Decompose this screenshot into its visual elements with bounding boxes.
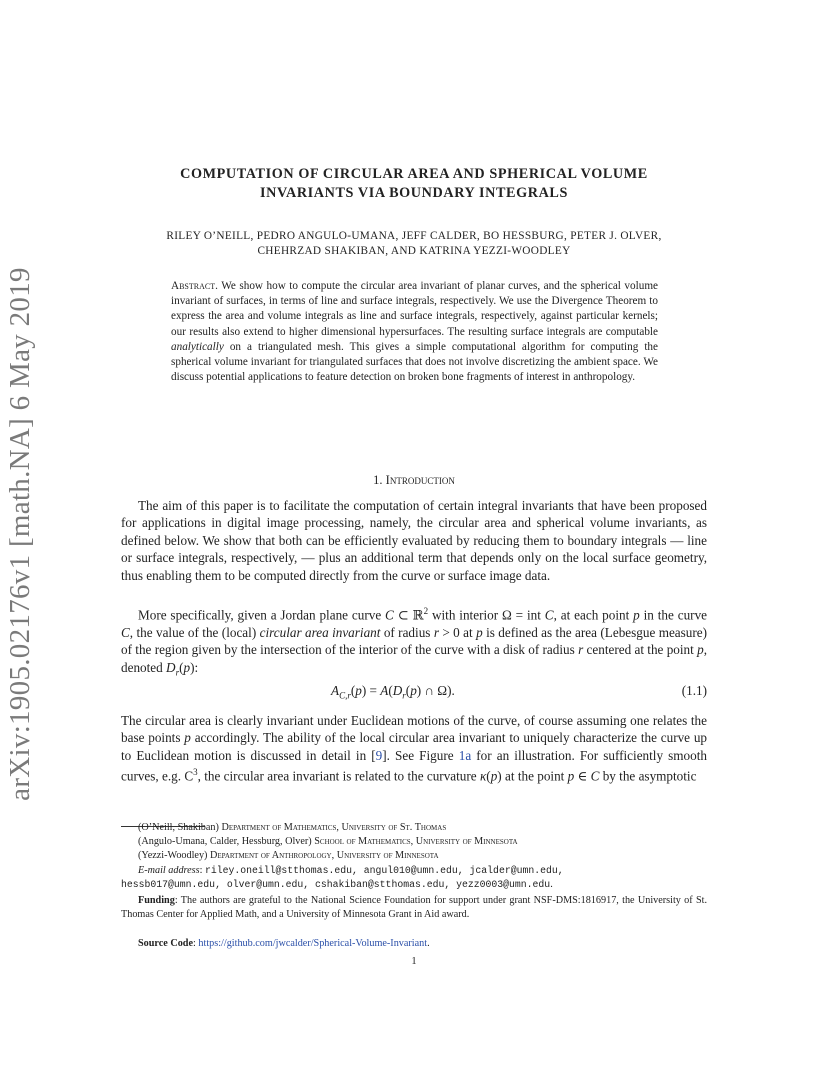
equation-body: $A_{C,r}(p) = A(D_r(p)$ ∩ Ω). [331, 683, 455, 701]
title-line-2: INVARIANTS VIA BOUNDARY INTEGRALS [260, 185, 568, 201]
arxiv-identifier: arXiv:1905.02176v1 [math.NA] 6 May 2019 [4, 267, 36, 801]
email-line-2: hessb017@umn.edu, olver@umn.edu, cshakiban@stthomas.edu, yezz0003@umn.edu. [121, 879, 553, 890]
equation-number: (1.1) [681, 683, 707, 698]
term-circular-area-invariant: circular area invariant [259, 624, 381, 640]
abstract-label: Abstract. [171, 280, 218, 292]
section-number: 1. [373, 473, 383, 487]
email-addresses-2: hessb017@umn.edu, olver@umn.edu, cshakiban@stthomas.edu, yezz0003@umn.edu [121, 879, 551, 890]
intro-paragraph-2: More specifically, given a Jordan plane curve C ⊂ ℝ$^2$ with interior Ω = int C, at each point p in the curve C, the value of the (local) circular area invariant of radius r > 0 at p is defined as the area (Lebesgue measure) of the region given by the intersection of the interior of the curve with a disk of radius r centered at the point p, denoted $D_r(p)$: [121, 606, 708, 678]
figure-link[interactable]: 1a [458, 747, 472, 763]
email-label: E-mail address [138, 865, 200, 876]
author-list [110, 229, 718, 259]
funding-note [121, 894, 707, 923]
abstract-emphasis: analytically [171, 340, 224, 353]
affiliation-3: (Yezzi-Woodley) Department of Anthropology, University of Minnesota [138, 850, 439, 861]
source-code-link[interactable]: https://github.com/jwcalder/Spherical-Volume-Invariant [198, 938, 428, 949]
equation-1-1 [121, 683, 707, 703]
citation-link[interactable]: 9 [375, 747, 383, 763]
abstract [171, 279, 658, 385]
abstract-text-b: on a triangulated mesh. This gives a simple computational algorithm for computing the spherical volume invariant for triangulated surfaces that does not involve discretizing the ambient space. We discuss potential applications to feature detection on broken bone fragments of interest in anthropology. [171, 340, 658, 384]
section-title: Introduction [385, 473, 455, 487]
intro-paragraph-1: The aim of this paper is to facilitate the computation of certain integral invariants that have been proposed for applications in digital image processing, namely, the circular area and spherical volume invariants, as defined below. We show that both can be efficiently evaluated by reducing them to boundary integrals — line or surface integrals, respectively, — plus an additional term that depends only on the local surface geometry, thus enabling them to be computed directly from the curve or surface image data. [121, 498, 707, 583]
paper-title [110, 165, 718, 203]
affiliation-1: (O’Neill, Shakiban) Department of Mathematics, University of St. Thomas [138, 822, 447, 833]
page-number: 1 [411, 956, 417, 967]
email-addresses-1: riley.oneill@stthomas.edu, angul010@umn.edu, jcalder@umn.edu, [204, 865, 564, 876]
authors-line-1: RILEY O’NEILL, PEDRO ANGULO-UMANA, JEFF CALDER, BO HESSBURG, PETER J. OLVER, [166, 230, 662, 242]
source-code-note: Source Code: https://github.com/jwcalder/Spherical-Volume-Invariant. [138, 938, 430, 949]
abstract-text-a: We show how to compute the circular area invariant of planar curves, and the spherical volume invariant of surfaces, in terms of line and surface integrals, respectively. We use the Divergence Theorem to express the area and volume integrals as line and surface integrals, respectively, against particular kernels; our results also extend to higher dimensional hypersurfaces. The resulting surface integrals are computable [171, 280, 658, 338]
source-code-label: Source Code [138, 938, 193, 949]
title-line-1: COMPUTATION OF CIRCULAR AREA AND SPHERICAL VOLUME [180, 166, 648, 182]
intro-paragraph-3: The circular area is clearly invariant under Euclidean motions of the curve, of course assuming one relates the base points p accordingly. The ability of the local circular area invariant to uniquely characterize the curve up to Euclidean motion is discussed in detail in [9]. See Figure 1a for an illustration. For sufficiently smooth curves, e.g. $C^3$, the circular area invariant is related to the curvature κ(p) at the point p ∈ C by the asymptotic [121, 713, 708, 784]
affiliation-2: (Angulo-Umana, Calder, Hessburg, Olver) School of Mathematics, University of Minnesota [138, 836, 518, 847]
section-heading [110, 473, 718, 488]
funding-text: : The authors are grateful to the National Science Foundation for support under grant NSF-DMS:1816917, the University of St. Thomas Center for Applied Math, and a University of Minnesota Grant in Aid award. [121, 895, 707, 921]
funding-label: Funding [138, 895, 175, 906]
authors-line-2: CHEHRZAD SHAKIBAN, AND KATRINA YEZZI-WOODLEY [257, 245, 571, 257]
email-line-1: E-mail address: riley.oneill@stthomas.edu, angul010@umn.edu, jcalder@umn.edu, [138, 865, 564, 876]
